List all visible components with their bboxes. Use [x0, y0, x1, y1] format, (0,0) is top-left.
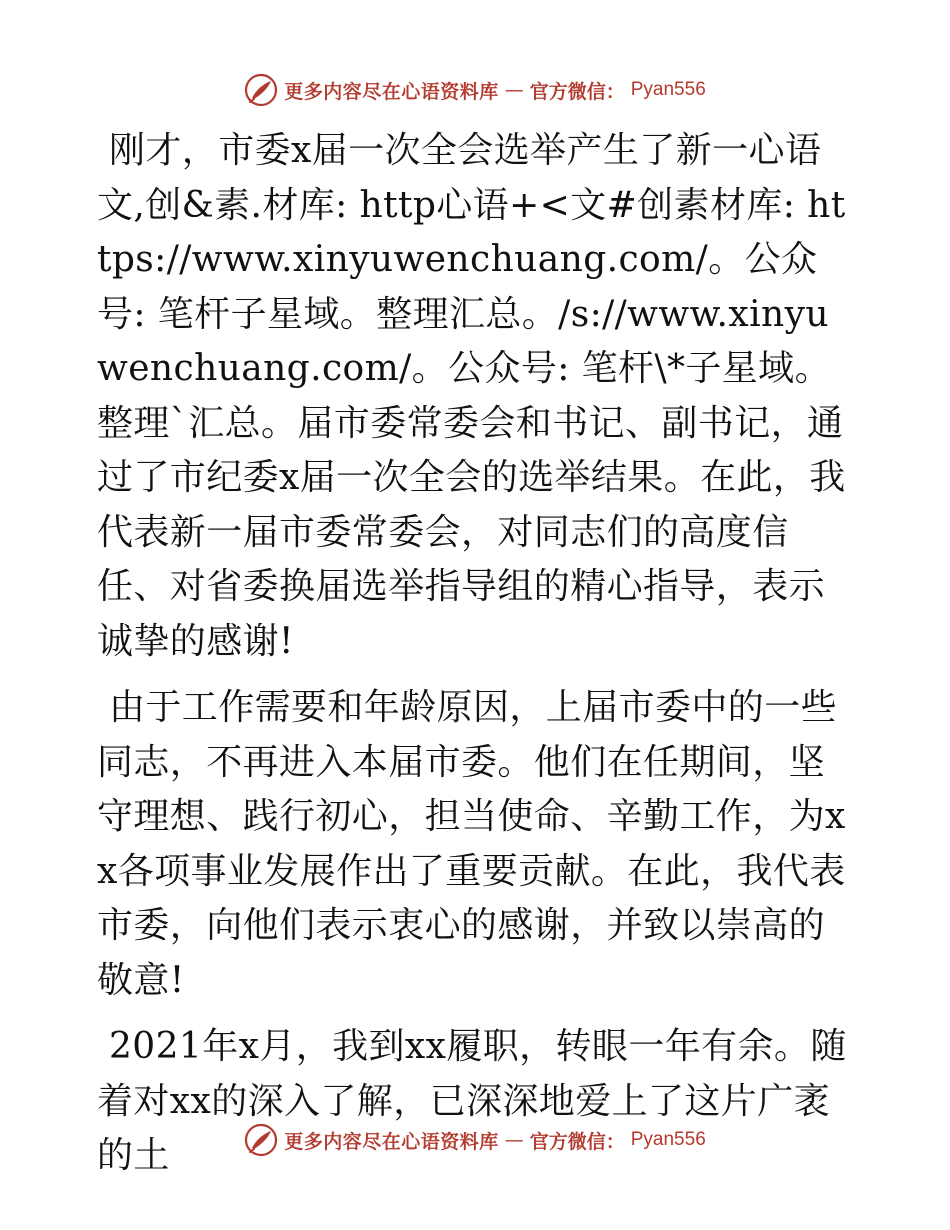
watermark-wechat-label: 官方微信：: [529, 1130, 625, 1153]
watermark-header: [0, 70, 950, 110]
watermark-text: 更多内容尽在心语资料库: [284, 1130, 499, 1153]
watermark-dash: —: [504, 79, 524, 101]
watermark-wechat-id: Pyan556: [630, 1129, 706, 1150]
pen-logo-icon: [244, 73, 278, 107]
watermark-dash: —: [504, 1129, 524, 1151]
watermark-footer: [0, 1120, 950, 1160]
paragraph-3: 2021年x月，我到xx履职，转眼一年有余。随着对xx的深入了解，已深深地爱上了这片广袤的土: [97, 1026, 847, 1176]
paragraph-2: 由于工作需要和年龄原因，上届市委中的一些同志，不再进入本届市委。他们在任期间，坚守理想、践行初心，担当使命、辛勤工作，为xx各项事业发展作出了重要贡献。在此，我代表市委，向他们表示衷心的感谢，并致以崇高的敬意!: [97, 687, 846, 1001]
document-body: [97, 124, 847, 1196]
watermark-text: 更多内容尽在心语资料库: [284, 80, 499, 103]
watermark-wechat-label: 官方微信：: [529, 80, 625, 103]
watermark-wechat-id: Pyan556: [630, 79, 706, 100]
paragraph-1: 刚才，市委x届一次全会选举产生了新一心语文,创&素.材库: http心语+<文#创素材库: https://www.xinyuwenchuang.com/。公众号: 笔杆子星域。整理汇总。/s://www.xinyuwenchuang.com/。公众号: 笔杆\*子星域。整理`汇总。届市委常委会和书记、副书记，通过了市纪委x届一次全会的选举结果。在此，我代表新一届市委常委会，对同志们的高度信任、对省委换届选举指导组的精心指导，表示诚挚的感谢!: [97, 130, 846, 662]
pen-logo-icon: [244, 1123, 278, 1157]
